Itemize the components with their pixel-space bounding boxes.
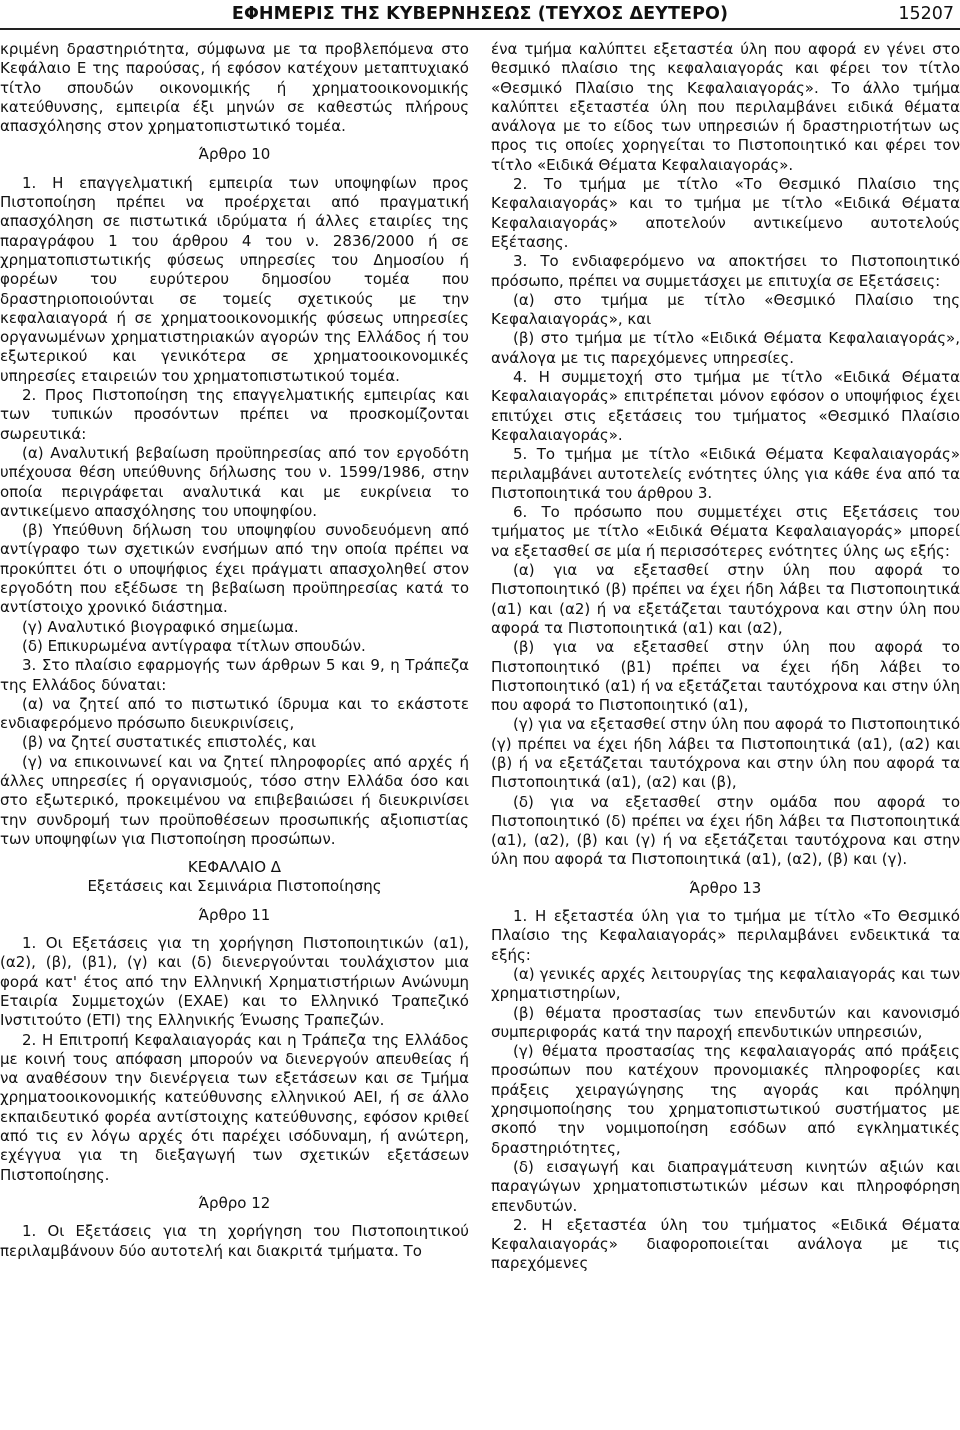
article-11-paragraph-1: 1. Οι Εξετάσεις για τη χορήγηση Πιστοποιητικών (α1), (α2), (β), (β1), (γ) και (δ) διενεργούνται τουλάχιστον μια φορά κατ' έτος από την Ελληνική Χρηματιστήριων Ανώνυμη Εταιρία Συμμετοχών (ΕΧΑΕ) και το Ελληνικό Τραπεζικό Ινστιτούτο (ΕΤΙ) της Ελληνικής Ένωσης Τραπεζών. [0,934,469,1030]
article-12-6-item-b: (β) για να εξετασθεί στην ύλη που αφορά το Πιστοποιητικό (β1) πρέπει να έχει ήδη λάβει το Πιστοποιητικό (α1) ή να εξετάζεται ταυτόχρονα και στην ύλη που αφορά το Πιστοποιητικό (α1), [491,638,960,715]
article-12-3-item-a: (α) στο τμήμα με τίτλο «Θεσμικό Πλαίσιο της Κεφαλαιαγοράς», και [491,290,960,329]
article-heading-13: Άρθρο 13 [689,878,762,897]
article-11-paragraph-2: 2. Η Επιτροπή Κεφαλαιαγοράς και η Τράπεζα της Ελλάδος με κοινή τους απόφαση μπορούν να διενεργούν απευθείας ή να αναθέσουν την διενέργεια των εξετάσεων και σε Τμήμα χρηματοοικονομικής κατεύθυνσης ελληνικού ΑΕΙ, ή σε άλλο εκπαιδευτικό φορέα αντίστοιχης κατεύθυνσης, εφόσον κριθεί από τις εν λόγω αρχές ότι παρέχει ισόδυναμη, ή ανώτερη, εχέγγυα για τη διεξαγωγή των σχετικών εξετάσεων Πιστοποίησης. [0,1030,469,1184]
page-header [0,0,960,34]
article-12-paragraph-3: 3. Το ενδιαφερόμενο να αποκτήσει το Πιστοποιητικό πρόσωπο, πρέπει να συμμετάσχει με επιτυχία σε Εξετάσεις: [491,252,960,290]
article-13-1-item-d: (δ) εισαγωγή και διαπραγμάτευση κινητών αξιών και παραγώγων χρηματοπιστωτικών μέσων και πληροφόρηση επενδυτών. [491,1157,960,1215]
article-10-item-d: (δ) Επικυρωμένα αντίγραφα τίτλων σπουδών. [22,636,366,655]
article-12-6-item-a: (α) για να εξετασθεί στην ύλη που αφορά το Πιστοποιητικό (β) πρέπει να έχει ήδη λάβει τα Πιστοποιητικά (α1) και (α2) ή να εξετάζεται ταυτόχρονα και στην ύλη που αφορά τα Πιστοποιητικά (α1) και (α2), [491,561,960,637]
article-10-item-b: (β) Υπεύθυνη δήλωση του υποψηφίου συνοδευόμενη από αντίγραφο των σχετικών ενσήμων από την οποία πρέπει να προκύπτει ότι ο υποψήφιος έχει πράγματι απασχοληθεί στον εργοδότη που εξέδωσε τη βεβαίωση προϋπηρεσίας κατά το αντίστοιχο χρονικό διάστημα. [0,521,469,617]
article-10-paragraph-2: 2. Προς Πιστοποίηση της επαγγελματικής εμπειρίας και των τυπικών προσόντων πρέπει να προσκομίζονται σωρευτικά: [0,386,469,443]
article-10-3-item-b: (β) να ζητεί συστατικές επιστολές, και [22,733,317,752]
article-12-paragraph-1: 1. Οι Εξετάσεις για τη χορήγηση του Πιστοποιητικού περιλαμβάνουν δύο αυτοτελή και διακριτά τμήματα. Το [0,1222,469,1260]
article-12-6-item-d: (δ) για να εξετασθεί στην ομάδα που αφορά το Πιστοποιητικό (δ) πρέπει να έχει ήδη λάβει τα Πιστοποιητικά (α1), (α2), (β) και (γ) ή να εξετάζεται ταυτόχρονα και στην ύλη που αφορά τα Πιστοποιητικά (α1), (α2), (β) και (γ). [491,792,960,869]
left-column [0,40,469,1261]
article-12-paragraph-2: 2. Το τμήμα με τίτλο «Το Θεσμικό Πλαίσιο της Κεφαλαιαγοράς» και το τμήμα με τίτλο «Ειδικά Θέματα Κεφαλαιαγοράς» αποτελούν αντικείμενο αυτοτελούς Εξέτασης. [491,175,960,251]
article-10-item-c: (γ) Αναλυτικό βιογραφικό σημείωμα. [22,617,299,636]
article-13-1-item-a: (α) γενικές αρχές λειτουργίας της κεφαλαιαγοράς και των χρηματιστηρίων, [491,964,960,1003]
article-13-1-item-c: (γ) θέματα προστασίας της κεφαλαιαγοράς από πράξεις προσώπων που κατέχουν προνομιακές πληροφορίες και πράξεις χειραγώγησης της αγοράς και πρόληψη χρησιμοποίησης του χρηματοπιστωτικού συστήματος με σκοπό την νομιμοποίηση εσόδων από εγκληματικές δραστηριότητες, [491,1042,960,1157]
article-12-paragraph-1-continuation: ένα τμήμα καλύπτει εξεταστέα ύλη που αφορά εν γένει στο θεσμικό πλαίσιο της κεφαλαιαγοράς και φέρει τον τίτλο «Θεσμικό Πλαίσιο της Κεφαλαιαγοράς». Το άλλο τμήμα καλύπτει εξεταστέα ύλη που περιλαμβάνει ειδικά θέματα ανάλογα με το είδος των υπηρεσιών ή δραστηριοτήτων ως προς τις οποίες χορηγείται το Πιστοποιητικό και φέρει τον τίτλο «Ειδικά Θέματα Κεφαλαιαγοράς». [491,40,960,174]
article-10-3-item-c: (γ) να επικοινωνεί και να ζητεί πληροφορίες από αρχές ή άλλες υπηρεσίες ή οργανισμούς, τόσο στην Ελλάδα όσο και στο εξωτερικό, προκειμένου να επιβεβαιώσει ή διευκρινίσει την συνδρομή των προϋποθέσεων προσωπικής αξιοπιστίας των υποψηφίων για Πιστοποίηση προσώπων. [0,752,469,848]
article-10-item-a: (α) Αναλυτική βεβαίωση προϋπηρεσίας από τον εργοδότη υπέχουσα θέση υπεύθυνης δήλωσης του ν. 1599/1986, στην οποία περιγράφεται αναλυτικά και με ευκρίνεια το αντικείμενο απασχόλησης του υποψηφίου. [0,443,469,520]
article-10-paragraph-3: 3. Στο πλαίσιο εφαρμογής των άρθρων 5 και 9, η Τράπεζα της Ελλάδος δύναται: [0,656,469,694]
chapter-heading: ΚΕΦΑΛΑΙΟ Δ [187,858,282,877]
header-divider [0,28,960,30]
right-column [491,40,960,1274]
article-heading-10: Άρθρο 10 [198,145,271,164]
page-number: 15207 [898,4,954,24]
article-13-paragraph-2: 2. Η εξεταστέα ύλη του τμήματος «Ειδικά Θέματα Κεφαλαιαγοράς» διαφοροποιείται ανάλογα με τις παρεχόμενες [491,1215,960,1273]
article-12-paragraph-4: 4. Η συμμετοχή στο τμήμα με τίτλο «Ειδικά Θέματα Κεφαλαιαγοράς» επιτρέπεται μόνον εφόσον ο υποψήφιος έχει επιτύχει στις εξετάσεις του τμήματος «Θεσμικό Πλαίσιο Κεφαλαιαγοράς». [491,368,960,444]
article-13-paragraph-1: 1. Η εξεταστέα ύλη για το τμήμα με τίτλο «Το Θεσμικό Πλαίσιο της Κεφαλαιαγοράς» περιλαμβάνει ενδεικτικά τα εξής: [491,907,960,964]
article-13-1-item-b: (β) θέματα προστασίας των επενδυτών και κανονισμό συμπεριφοράς κατά την παροχή επενδυτικών υπηρεσιών, [491,1003,960,1041]
article-10-paragraph-1: 1. Η επαγγελματική εμπειρία των υποψηφίων προς Πιστοποίηση πρέπει να προέρχεται από πραγματική απασχόληση σε πιστωτικά ιδρύματα ή άλλες εταιρίες της παραγράφου 1 του άρθρου 4 του ν. 2836/2000 ή σε χρηματοπιστωτικής φύσεως υπηρεσίες του Δημοσίου ή φορέων του ευρύτερου δημοσίου τομέα που δραστηριοποιούνται σε τομείς σχετικούς με την κεφαλαιαγορά ή σε χρηματοοικονομικής φύσεως υπηρεσίες οργανωμένων χρηματιστηριακών αγορών της Ελλάδος ή του εξωτερικού και γενικότερα σε χρηματοοικονομικές υπηρεσίες εταιρειών του χρηματοπιστωτικού τομέα. [0,173,469,385]
article-12-paragraph-6: 6. Το πρόσωπο που συμμετέχει στις Εξετάσεις του τμήματος με τίτλο «Ειδικά Θέματα Κεφαλαιαγοράς» μπορεί να εξετασθεί σε μία ή περισσότερες ενότητες ύλης ως εξής: [491,503,960,560]
article-heading-11: Άρθρο 11 [198,905,271,924]
paragraph-continuation: κριμένη δραστηριότητα, σύμφωνα με τα προβλεπόμενα στο Κεφάλαιο Ε της παρούσας, ή εφόσον κατέχουν μεταπτυχιακό τίτλο σπουδών οικονομικής ή χρηματοοικονομικής κατεύθυνσης, εμπειρία έξι μηνών σε καθεστώς πλήρους απασχόλησης στον χρηματοπιστωτικό τομέα. [0,40,469,136]
article-12-6-item-c: (γ) για να εξετασθεί στην ύλη που αφορά το Πιστοποιητικό (γ) πρέπει να έχει ήδη λάβει τα Πιστοποιητικά (α1), (α2) και (β) ή να εξετάζεται ταυτόχρονα και στην ύλη που αφορά τα Πιστοποιητικά (α1), (α2) και (β), [491,715,960,792]
article-heading-12: Άρθρο 12 [198,1193,271,1212]
article-12-3-item-b: (β) στο τμήμα με τίτλο «Ειδικά Θέματα Κεφαλαιαγοράς», ανάλογα με τις παρεχόμενες υπηρεσίες. [491,329,960,367]
article-10-3-item-a: (α) να ζητεί από το πιστωτικό ίδρυμα και το εκάστοτε ενδιαφερόμενο πρόσωπο διευκρινίσεις, [0,694,469,733]
gazette-title: ΕΦΗΜΕΡΙΣ ΤΗΣ ΚΥΒΕΡΝΗΣΕΩΣ (ΤΕΥΧΟΣ ΔΕΥΤΕΡΟ) [231,4,729,24]
chapter-title: Εξετάσεις και Σεμινάρια Πιστοποίησης [87,877,382,896]
article-12-paragraph-5: 5. Το τμήμα με τίτλο «Ειδικά Θέματα Κεφαλαιαγοράς» περιλαμβάνει αυτοτελείς ενότητες ύλης για κάθε ένα από τα Πιστοποιητικά του άρθρου 3. [491,445,960,502]
